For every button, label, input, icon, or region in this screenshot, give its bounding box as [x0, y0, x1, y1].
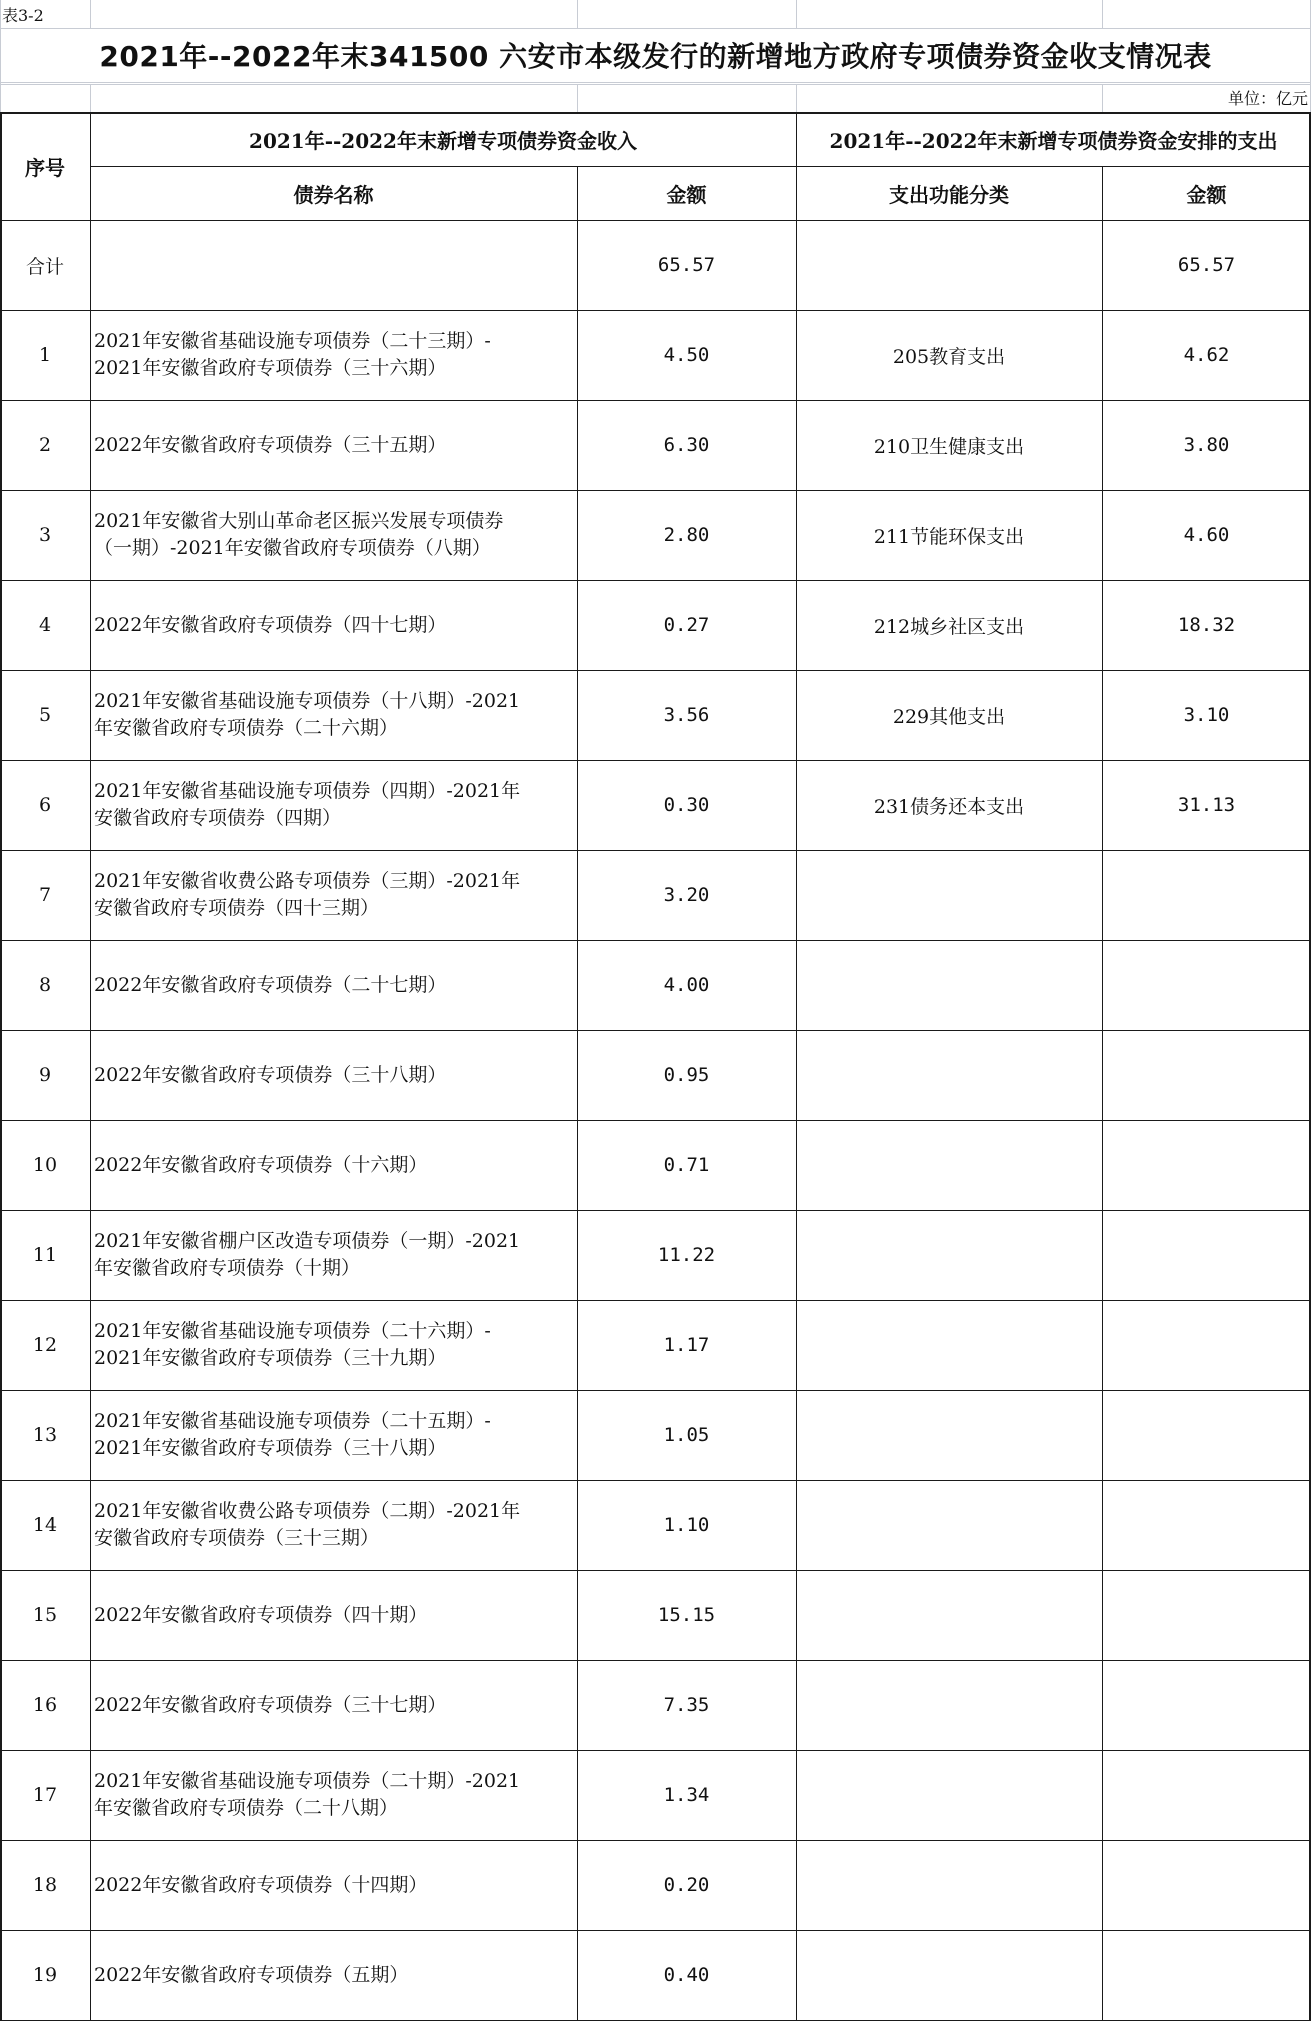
row-income-amount: 0.20 [663, 1874, 710, 1896]
row-seq: 11 [32, 1244, 58, 1266]
row-function-class [796, 1750, 1102, 1840]
row-expense-amount [1102, 940, 1311, 1030]
row-income-amount: 4.50 [663, 344, 710, 366]
row-seq: 16 [32, 1694, 58, 1716]
row-expense-amount: 18.32 [1177, 614, 1236, 636]
table-border [0, 1390, 1311, 1391]
row-function-class [796, 940, 1102, 1030]
table-border [0, 670, 1311, 671]
row-income-amount: 0.30 [663, 794, 710, 816]
header-seq: 序号 [25, 155, 65, 180]
row-income-amount: 1.05 [663, 1424, 710, 1446]
header-function-class: 支出功能分类 [889, 182, 1009, 207]
table-border [0, 112, 2, 2020]
row-bond-name: 2021年安徽省基础设施专项债券（四期）-2021年 安徽省政府专项债券（四期） [94, 780, 521, 829]
row-function-class [796, 1030, 1102, 1120]
gridline [0, 82, 1311, 83]
row-bond-name: 2021年安徽省收费公路专项债券（二期）-2021年 安徽省政府专项债券（三十三期） [94, 1500, 521, 1549]
table-border [0, 1300, 1311, 1301]
row-income-amount: 1.34 [663, 1784, 710, 1806]
row-bond-name: 2021年安徽省大别山革命老区振兴发展专项债券 （一期）-2021年安徽省政府专项债券（八期） [94, 510, 504, 559]
row-function-class [796, 1210, 1102, 1300]
row-seq: 6 [38, 794, 52, 816]
row-income-amount: 0.27 [663, 614, 710, 636]
table-border [0, 1480, 1311, 1481]
header-bond-name: 债券名称 [293, 182, 374, 207]
row-seq: 8 [38, 974, 52, 996]
table-id-label: 表3-2 [2, 5, 44, 25]
row-expense-amount: 4.62 [1183, 344, 1230, 366]
row-bond-name: 2021年安徽省收费公路专项债券（三期）-2021年 安徽省政府专项债券（四十三期） [94, 870, 521, 919]
row-income-amount: 3.56 [663, 704, 710, 726]
row-income-amount: 7.35 [663, 1694, 710, 1716]
row-bond-name: 2022年安徽省政府专项债券（五期） [94, 1963, 409, 1986]
table-border [0, 940, 1311, 941]
gridline [90, 84, 91, 112]
table-border [0, 112, 1311, 114]
table-border [0, 1120, 1311, 1121]
row-bond-name: 2022年安徽省政府专项债券（四十期） [94, 1603, 428, 1626]
gridline [90, 0, 91, 28]
row-expense-amount [1102, 1840, 1311, 1930]
row-expense-amount [1102, 1030, 1311, 1120]
row-bond-name: 2022年安徽省政府专项债券（二十七期） [94, 973, 447, 996]
row-income-amount: 11.22 [657, 1244, 716, 1266]
row-bond-name: 2021年安徽省基础设施专项债券（二十期）-2021 年安徽省政府专项债券（二十八期） [94, 1770, 521, 1819]
row-seq: 4 [38, 614, 52, 636]
table-border [1102, 166, 1103, 2020]
row-income-amount: 0.71 [663, 1154, 710, 1176]
row-expense-amount [1102, 1300, 1311, 1390]
header-expense-group: 2021年--2022年末新增专项债券资金安排的支出 [829, 128, 1278, 153]
unit-label: 单位：亿元 [1227, 88, 1308, 108]
gridline [1102, 0, 1103, 28]
row-income-amount: 0.40 [663, 1964, 710, 1986]
row-bond-name: 2021年安徽省基础设施专项债券（十八期）-2021 年安徽省政府专项债券（二十六期） [94, 690, 521, 739]
row-expense-amount: 31.13 [1177, 794, 1236, 816]
row-function-class: 210卫生健康支出 [873, 435, 1025, 458]
row-seq: 14 [32, 1514, 58, 1536]
row-bond-name: 2021年安徽省棚户区改造专项债券（一期）-2021 年安徽省政府专项债券（十期） [94, 1230, 521, 1279]
row-expense-amount: 4.60 [1183, 524, 1230, 546]
page-title: 2021年--2022年末341500 六安市本级发行的新增地方政府专项债券资金收支情况表 [99, 40, 1212, 73]
table-border [0, 850, 1311, 851]
table-border [0, 1660, 1311, 1661]
header-income-amount: 金额 [666, 182, 707, 207]
table-border [0, 490, 1311, 491]
gridline [0, 0, 1, 112]
table-border [0, 400, 1311, 401]
row-bond-name: 2022年安徽省政府专项债券（十四期） [94, 1873, 428, 1896]
row-bond-name: 2021年安徽省基础设施专项债券（二十六期）- 2021年安徽省政府专项债券（三十九期） [94, 1320, 491, 1369]
table-border [0, 580, 1311, 581]
gridline [0, 84, 1311, 85]
table-border [90, 166, 1311, 167]
row-income-amount: 2.80 [663, 524, 710, 546]
gridline [577, 84, 578, 112]
row-income-amount: 1.17 [663, 1334, 710, 1356]
row-function-class: 212城乡社区支出 [873, 615, 1025, 638]
row-income-amount: 1.10 [663, 1514, 710, 1536]
table-border [577, 166, 578, 2020]
row-income-amount: 0.95 [663, 1064, 710, 1086]
gridline [796, 0, 797, 28]
row-function-class [796, 1930, 1102, 2020]
row-function-class [796, 1390, 1102, 1480]
row-expense-amount [1102, 1750, 1311, 1840]
header-income-group: 2021年--2022年末新增专项债券资金收入 [249, 128, 637, 153]
row-seq: 19 [32, 1964, 58, 1986]
row-seq: 18 [32, 1874, 58, 1896]
row-function-class: 211节能环保支出 [873, 525, 1025, 548]
row-expense-amount [1102, 1120, 1311, 1210]
table-border [0, 220, 1311, 221]
row-function-class: 229其他支出 [892, 705, 1006, 728]
row-bond-name: 2021年安徽省基础设施专项债券（二十三期）- 2021年安徽省政府专项债券（三十六期） [94, 330, 491, 379]
row-function-class [796, 1120, 1102, 1210]
row-seq: 9 [38, 1064, 52, 1086]
row-seq: 13 [32, 1424, 58, 1446]
total-label: 合计 [25, 255, 64, 278]
table-border [0, 760, 1311, 761]
row-expense-amount: 3.80 [1183, 434, 1230, 456]
gridline [796, 84, 797, 112]
gridline [577, 0, 578, 28]
row-bond-name: 2022年安徽省政府专项债券（三十七期） [94, 1693, 447, 1716]
table-border [0, 1210, 1311, 1211]
row-function-class [796, 1570, 1102, 1660]
table-border [0, 1030, 1311, 1031]
row-seq: 2 [38, 434, 52, 456]
table-border [0, 1840, 1311, 1841]
row-bond-name: 2022年安徽省政府专项债券（十六期） [94, 1153, 428, 1176]
row-function-class [796, 1300, 1102, 1390]
row-seq: 15 [32, 1604, 58, 1626]
row-income-amount: 4.00 [663, 974, 710, 996]
row-seq: 3 [38, 524, 52, 546]
row-seq: 17 [32, 1784, 58, 1806]
row-bond-name: 2022年安徽省政府专项债券（四十七期） [94, 613, 447, 636]
row-income-amount: 15.15 [657, 1604, 716, 1626]
gridline [1102, 84, 1103, 112]
row-income-amount: 6.30 [663, 434, 710, 456]
row-seq: 5 [38, 704, 52, 726]
row-expense-amount [1102, 1480, 1311, 1570]
row-bond-name: 2022年安徽省政府专项债券（三十八期） [94, 1063, 447, 1086]
row-seq: 12 [32, 1334, 58, 1356]
row-income-amount: 3.20 [663, 884, 710, 906]
table-border [0, 1930, 1311, 1931]
row-bond-name: 2021年安徽省基础设施专项债券（二十五期）- 2021年安徽省政府专项债券（三十八期） [94, 1410, 491, 1459]
row-function-class: 231债务还本支出 [873, 795, 1025, 818]
row-expense-amount [1102, 1210, 1311, 1300]
row-seq: 1 [38, 344, 52, 366]
row-function-class [796, 1480, 1102, 1570]
header-expense-amount: 金额 [1186, 182, 1227, 207]
total-expense-amount: 65.57 [1177, 254, 1236, 276]
table-border [0, 1750, 1311, 1751]
total-income-amount: 65.57 [657, 254, 716, 276]
row-function-class [796, 1840, 1102, 1930]
table-border [796, 112, 797, 2020]
row-function-class: 205教育支出 [892, 345, 1006, 368]
table-border [90, 112, 91, 2020]
row-bond-name: 2022年安徽省政府专项债券（三十五期） [94, 433, 447, 456]
gridline [0, 28, 1311, 29]
row-seq: 7 [38, 884, 52, 906]
row-expense-amount [1102, 1930, 1311, 2020]
row-expense-amount [1102, 1570, 1311, 1660]
row-expense-amount [1102, 1660, 1311, 1750]
row-function-class [796, 850, 1102, 940]
row-function-class [796, 1660, 1102, 1750]
row-expense-amount [1102, 1390, 1311, 1480]
table-border [0, 310, 1311, 311]
row-expense-amount: 3.10 [1183, 704, 1230, 726]
row-expense-amount [1102, 850, 1311, 940]
table-border [0, 1570, 1311, 1571]
row-seq: 10 [32, 1154, 58, 1176]
